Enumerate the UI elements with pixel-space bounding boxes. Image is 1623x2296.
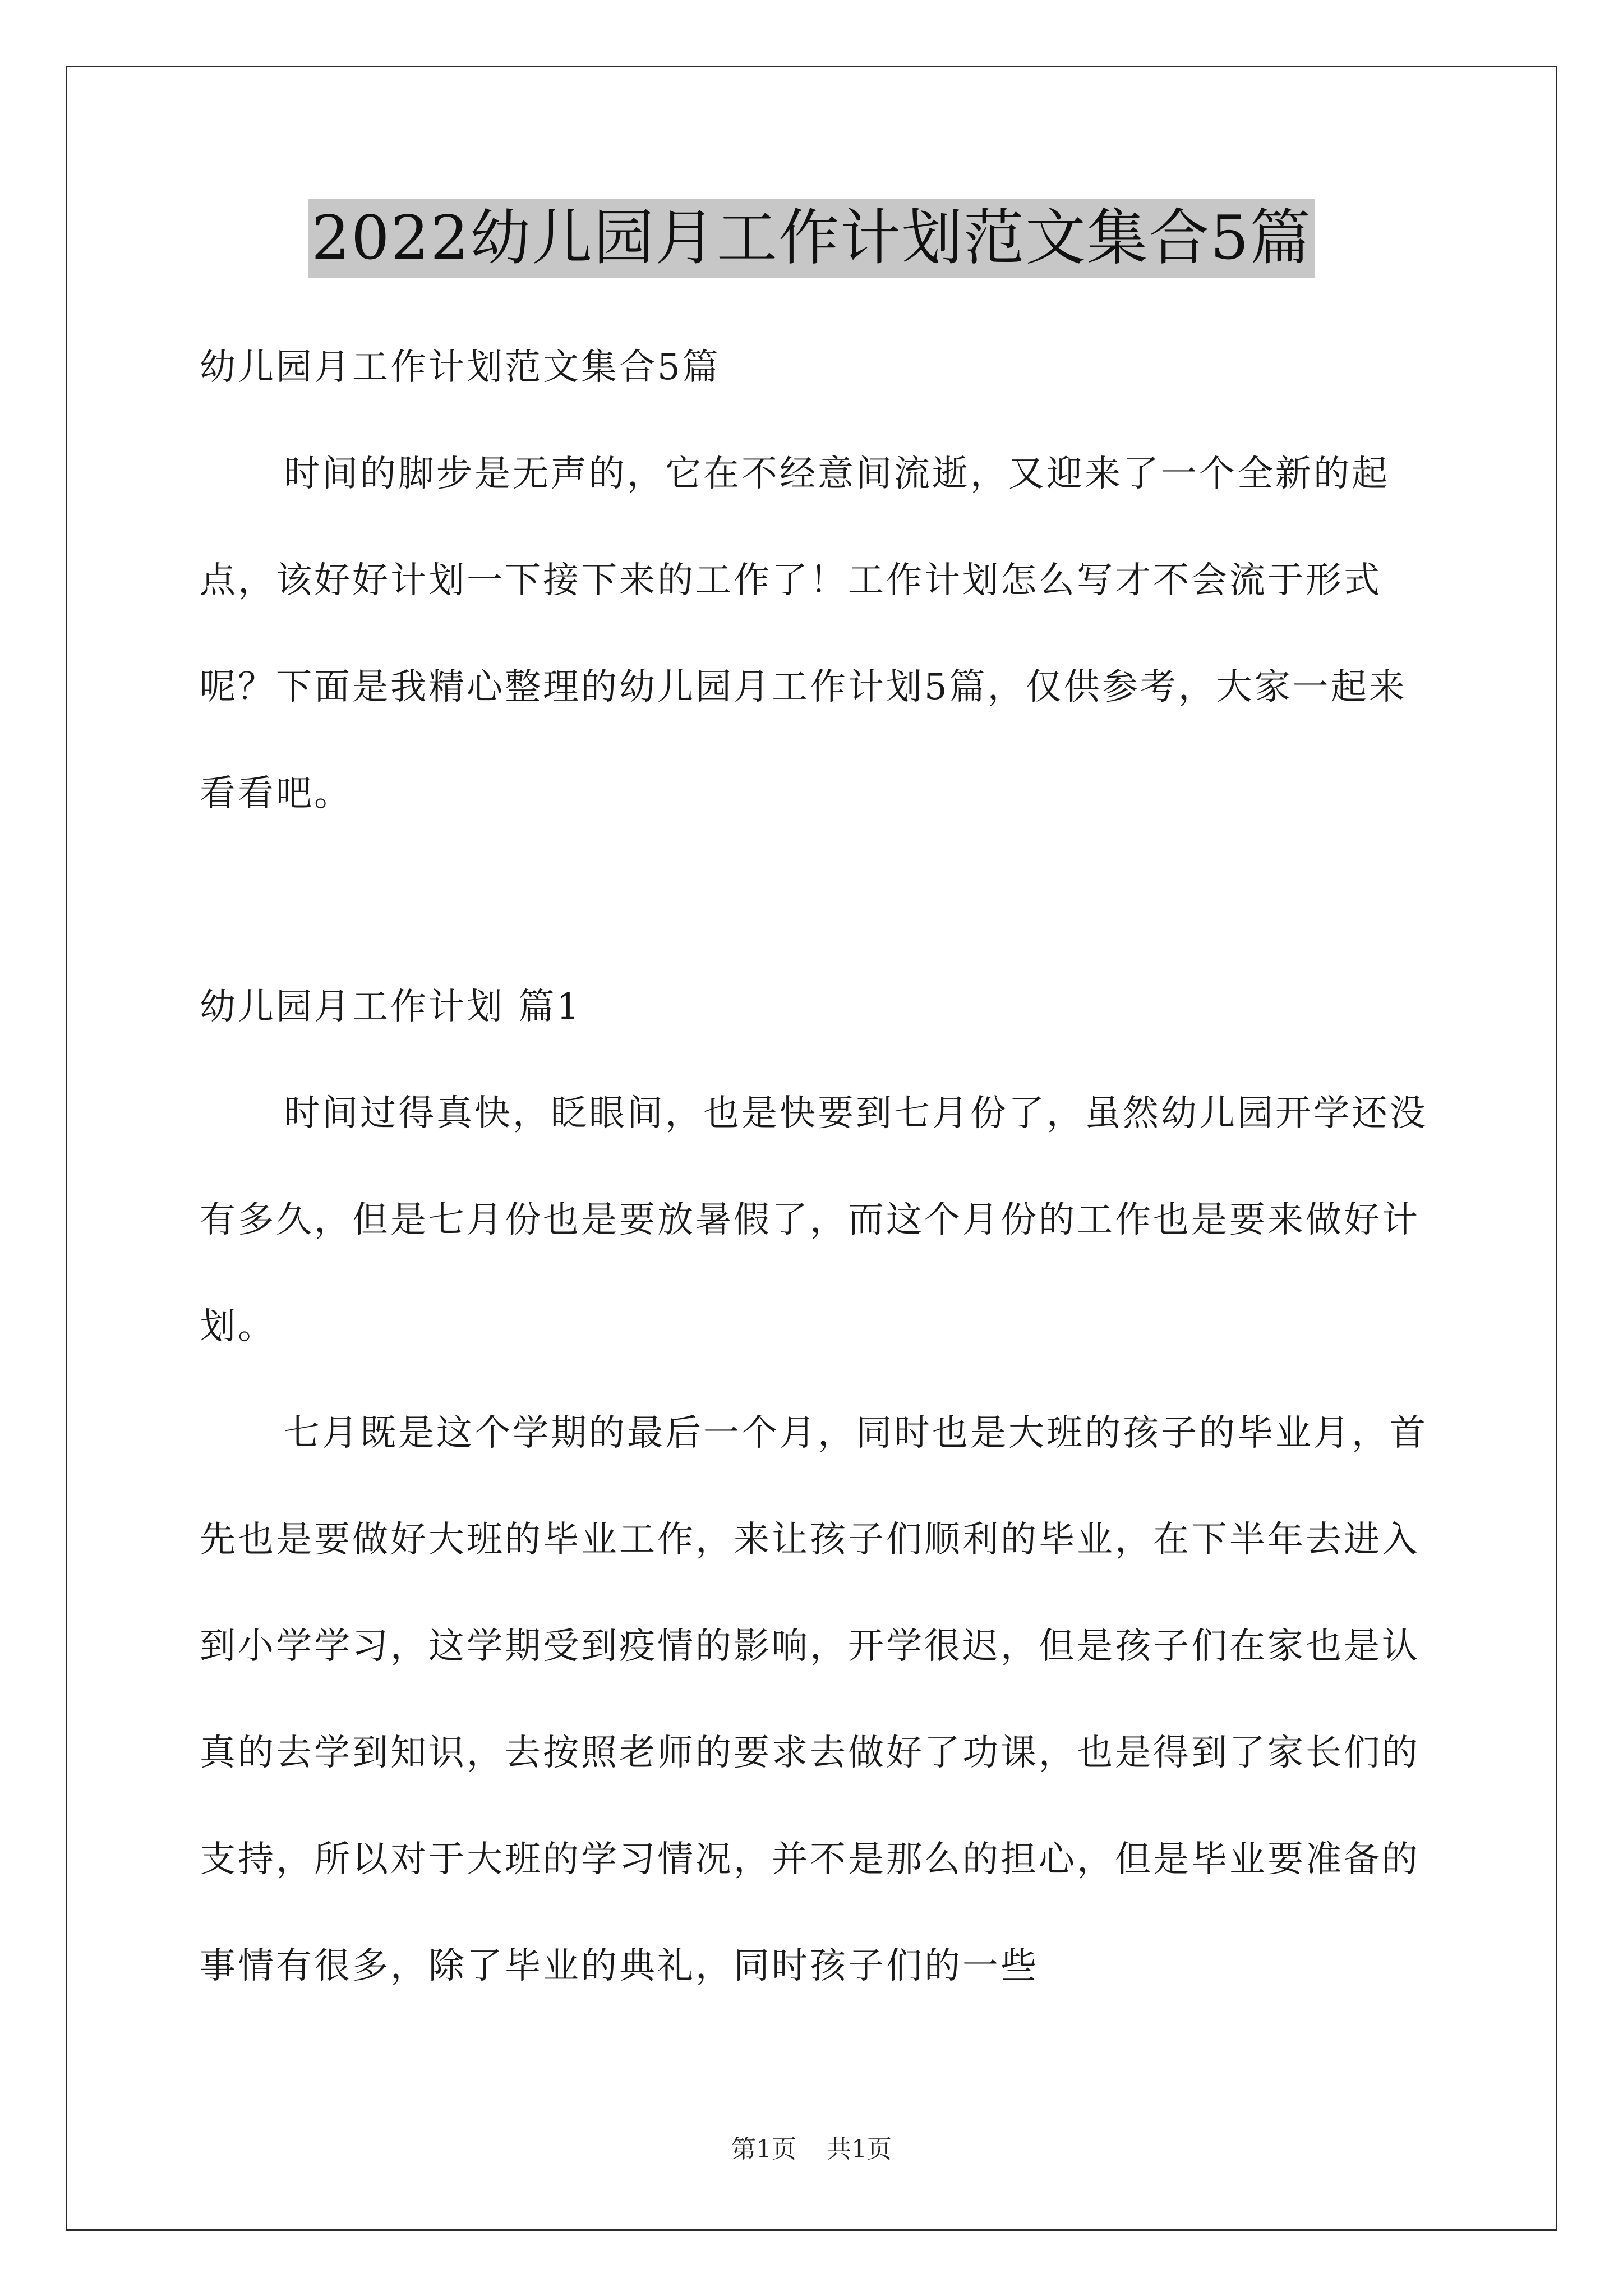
section-spacer	[200, 847, 1428, 954]
page-number: 第1页	[731, 2135, 796, 2164]
document-title: 2022幼儿园月工作计划范文集合5篇	[308, 199, 1315, 278]
body-paragraph-2: 七月既是这个学期的最后一个月，同时也是大班的孩子的毕业月，首先也是要做好大班的毕业工作，来让孩子们顺利的毕业，在下半年去进入到小学学习，这学期受到疫情的影响，开学很迟，但是孩子们在家也是认真的去学到知识，去按照老师的要求去做好了功课，也是得到了家长们的支持，所以对于大班的学习情况，并不是那么的担心，但是毕业要准备的事情有很多，除了毕业的典礼，同时孩子们的一些	[200, 1412, 1428, 1987]
page-footer	[0, 2129, 1623, 2165]
document-body	[200, 314, 1428, 2019]
page-total: 共1页	[827, 2135, 892, 2164]
document-subtitle: 幼儿园月工作计划范文集合5篇	[200, 347, 721, 388]
title-container	[0, 199, 1623, 278]
intro-paragraph: 时间的脚步是无声的，它在不经意间流逝，又迎来了一个全新的起点，该好好计划一下接下来的工作了！工作计划怎么写才不会流于形式呢？下面是我精心整理的幼儿园月工作计划5篇，仅供参考，大家一起来看看吧。	[200, 453, 1407, 815]
body-paragraph-1: 时间过得真快，眨眼间，也是快要到七月份了，虽然幼儿园开学还没有多久，但是七月份也是要放暑假了，而这个月份的工作也是要来做好计划。	[200, 1093, 1428, 1347]
section-heading: 幼儿园月工作计划 篇1	[200, 986, 582, 1028]
